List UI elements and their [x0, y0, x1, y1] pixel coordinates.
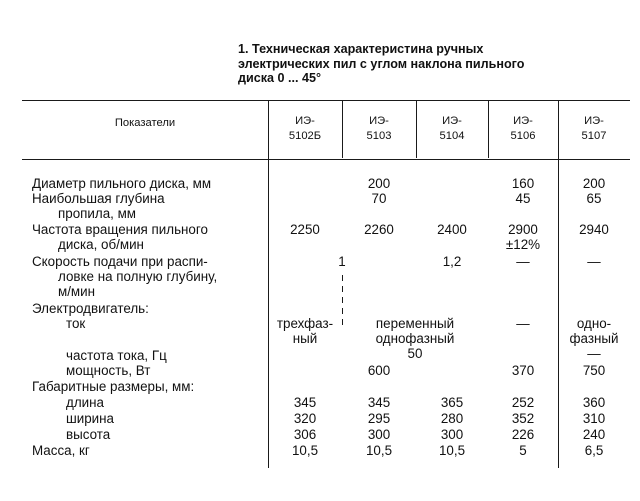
cell-power-group: 600 [367, 363, 391, 378]
cell-mass-5107: 6,5 [584, 443, 604, 458]
row-label-frequency: частота тока, Гц [66, 348, 167, 363]
table-title-line-1: 1. Техническая характеристина ручных [238, 42, 484, 56]
cell-rpm-5102b: 2250 [290, 222, 320, 237]
header-5102b-line-1: ИЭ- [295, 115, 315, 127]
row-label-height: высота [66, 427, 111, 442]
cell-current-group-1: переменный [375, 316, 455, 331]
cell-mass-5106: 5 [519, 443, 527, 458]
cell-current-5102b-1: трехфаз- [276, 316, 334, 331]
cell-current-5102b-2: ный [292, 331, 318, 346]
cell-mass-5104: 10,5 [438, 443, 466, 458]
row-label-power: мощность, Вт [66, 363, 151, 378]
cell-frequency-group: 50 [407, 346, 423, 361]
row-label-feed-2: ловке на полную глубину, [58, 269, 218, 284]
row-label-feed-1: Скорость подачи при распи- [32, 254, 208, 269]
header-5106-line-1: ИЭ- [513, 115, 533, 127]
cell-depth-5107: 65 [586, 191, 602, 206]
cell-depth-group: 70 [371, 191, 387, 206]
header-5107-line-1: ИЭ- [584, 115, 604, 127]
cell-length-5107: 360 [582, 395, 606, 410]
cell-mass-5103: 10,5 [365, 443, 393, 458]
header-5103-line-1: ИЭ- [369, 115, 389, 127]
cell-feed-5107: — [587, 254, 601, 269]
cell-current-group-2: однофазный [375, 331, 455, 346]
cell-width-5104: 280 [440, 411, 464, 426]
cell-length-5104: 365 [440, 395, 464, 410]
cell-feed-a: 1 [338, 254, 346, 269]
cell-rpm-5107: 2940 [579, 222, 609, 237]
row-label-mass: Масса, кг [32, 443, 90, 458]
cell-rpm-5103: 2260 [364, 222, 394, 237]
cell-diameter-5106: 160 [511, 176, 535, 191]
cell-rpm-tolerance: ±12% [505, 237, 541, 252]
header-indicators: Показатели [114, 117, 176, 129]
cell-rpm-5104: 2400 [437, 222, 467, 237]
row-label-rpm-1: Частота вращения пильного [32, 222, 208, 237]
row-label-length: длина [66, 395, 104, 410]
header-5103-line-2: 5103 [366, 130, 392, 142]
cell-power-5107: 750 [582, 363, 606, 378]
cell-width-5106: 352 [511, 411, 535, 426]
cell-rpm-5106: 2900 [508, 222, 538, 237]
row-label-current: ток [66, 316, 86, 331]
cell-height-5104: 300 [440, 427, 464, 442]
row-label-feed-3: м/мин [58, 284, 96, 299]
table-top-rule [22, 100, 630, 101]
cell-current-5107-2: фазный [569, 331, 619, 346]
header-5106-line-2: 5106 [510, 130, 536, 142]
cell-length-5106: 252 [511, 395, 535, 410]
header-5104-line-2: 5104 [439, 130, 465, 142]
table-title-line-2: электрических пил с углом наклона пильного [238, 56, 525, 71]
row-label-depth-1: Наибольшая глубина [32, 191, 165, 206]
table-header-rule [22, 159, 630, 160]
cell-diameter-5107: 200 [582, 176, 606, 191]
cell-height-5103: 300 [367, 427, 391, 442]
cell-height-5102b: 306 [293, 427, 317, 442]
cell-current-5106: — [516, 316, 530, 331]
cell-height-5106: 226 [511, 427, 535, 442]
cell-frequency-5107: — [587, 346, 601, 361]
cell-power-5106: 370 [511, 363, 535, 378]
header-5107-line-2: 5107 [581, 130, 607, 142]
row-label-motor: Электродвигатель: [32, 301, 149, 316]
cell-length-5102b: 345 [293, 395, 317, 410]
row-label-depth-2: пропила, мм [58, 206, 136, 221]
header-5102b-line-2: 5102Б [288, 130, 322, 142]
cell-height-5107: 240 [582, 427, 606, 442]
row-label-rpm-2: диска, об/мин [58, 237, 144, 252]
row-label-width: ширина [66, 411, 114, 426]
header-5104-line-1: ИЭ- [442, 115, 462, 127]
row-label-diameter: Диаметр пильного диска, мм [32, 176, 212, 191]
cell-current-5107-1: одно- [576, 316, 612, 331]
cell-width-5103: 295 [367, 411, 391, 426]
cell-feed-5106: — [516, 254, 530, 269]
cell-mass-5102b: 10,5 [291, 443, 319, 458]
row-label-dimensions: Габаритные размеры, мм: [32, 379, 195, 394]
cell-diameter-group: 200 [367, 176, 391, 191]
cell-width-5107: 310 [582, 411, 606, 426]
cell-length-5103: 345 [367, 395, 391, 410]
table-title-line-3: диска 0 ... 45° [238, 71, 322, 85]
cell-feed-b: 1,2 [442, 254, 462, 269]
cell-depth-5106: 45 [515, 191, 531, 206]
cell-width-5102b: 320 [293, 411, 317, 426]
